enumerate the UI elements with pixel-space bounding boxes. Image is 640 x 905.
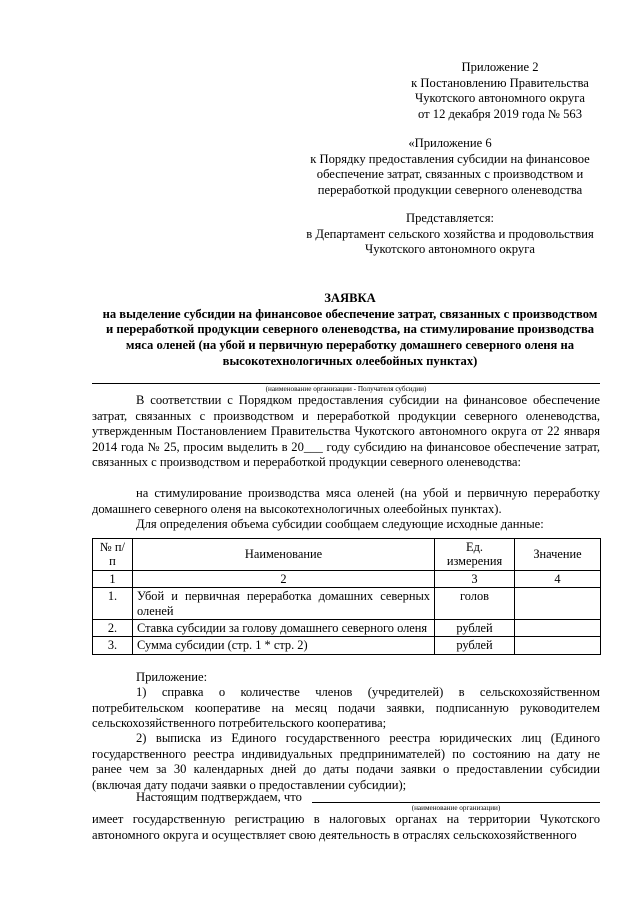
org-name-line[interactable] — [92, 383, 600, 384]
confirm-lead: Настоящим подтверждаем, что — [136, 790, 302, 804]
title-line: мяса оленей (на убой и первичную переработку домашнего северного оленя на — [125, 338, 575, 353]
attachments-heading: Приложение: — [136, 670, 208, 684]
body-paragraph — [92, 393, 600, 471]
row-name: Сумма субсидии (стр. 1 * стр. 2) — [133, 637, 435, 654]
appendix-block — [405, 60, 595, 122]
row-unit: рублей — [435, 637, 515, 654]
org-name-caption: (наименование организации - Получателя субсидии) — [265, 385, 427, 393]
confirm-org-line[interactable] — [312, 802, 600, 803]
submitted-line: в Департамент сельского хозяйства и продовольствия — [306, 226, 594, 241]
submitted-block — [300, 211, 600, 258]
row-num: 3. — [93, 637, 133, 654]
confirm-org-caption: (наименование организации) — [411, 804, 501, 812]
table-row — [93, 637, 601, 654]
confirm-text — [92, 812, 600, 843]
attachment-item-text: 1) справка о количестве членов (учредителей) в сельскохозяйственном потребительском кооперативе на месяц подачи заявки, подписанную руководителем сельскохозяйственного потребительского кооператива; — [92, 685, 600, 731]
row-unit: голов — [435, 588, 515, 620]
table-row — [93, 620, 601, 637]
row-name: Ставка субсидии за голову домашнего северного оленя — [133, 620, 435, 637]
title-heading: ЗАЯВКА — [324, 291, 376, 305]
procedure-line: «Приложение 6 — [408, 136, 492, 150]
header-value: Значение — [515, 539, 601, 571]
colnum-cell: 1 — [93, 570, 133, 587]
procedure-line: к Порядку предоставления субсидии на финансовое — [310, 151, 590, 166]
appendix-line: Чукотского автономного округа — [415, 91, 585, 106]
row-value[interactable] — [515, 588, 601, 620]
attachment-item-text: 2) выписка из Единого государственного реестра юридических лиц (Единого государственного реестра индивидуальных предпринимателей) по состоянию на дату не ранее чем за 30 календарных дней до даты подачи заявки о предоставлении субсидии (включая дату подачи заявки о предоставлении субсидии); — [92, 731, 600, 792]
title-line: высокотехнологичных олеебойных пунктах) — [222, 353, 478, 368]
body-paragraph-text: В соответствии с Порядком предоставления субсидии на финансовое обеспечение затрат, связанных с производством и переработкой продукции северного оленеводства, утвержденным Постановлением Правительства Чукотского автономного округа от 22 января 2014 года № 25, просим выделить в 20___ году субсидию на финансовое обеспечение затрат, связанных с производством и переработкой продукции северного оленеводства: — [92, 393, 600, 470]
colnum-cell: 2 — [133, 570, 435, 587]
body-paragraph-text: Для определения объема субсидии сообщаем следующие исходные данные: — [136, 517, 544, 531]
table-colnum-row — [93, 570, 601, 587]
row-num: 1. — [93, 588, 133, 620]
header-num: № п/п — [93, 539, 133, 571]
row-num: 2. — [93, 620, 133, 637]
body-paragraph-text: на стимулирование производства мяса оленей (на убой и первичную переработку домашнего северного оленя на высокотехнологичных олеебойных пунктах). — [92, 486, 600, 516]
body-paragraph — [92, 517, 600, 533]
title-line: и переработкой продукции северного оленеводства, на стимулирование производства — [105, 322, 595, 337]
row-value[interactable] — [515, 620, 601, 637]
appendix-line: к Постановлению Правительства — [411, 75, 589, 90]
procedure-block — [300, 136, 600, 198]
confirm-text-body: имеет государственную регистрацию в налоговых органах на территории Чукотского автономного округа и осуществляет свою деятельность в отраслях сельскохозяйственного — [92, 812, 600, 842]
row-name: Убой и первичная переработка домашних северных оленей — [133, 588, 435, 620]
submitted-line: Представляется: — [405, 211, 495, 225]
title-line: на выделение субсидии на финансовое обеспечение затрат, связанных с производством — [102, 306, 598, 321]
source-data-table — [92, 538, 601, 655]
application-title — [60, 291, 640, 370]
header-unit: Ед. измерения — [435, 539, 515, 571]
colnum-cell: 4 — [515, 570, 601, 587]
table-header-row — [93, 539, 601, 571]
procedure-line: переработкой продукции северного оленеводства — [317, 182, 583, 197]
body-paragraph — [92, 486, 600, 517]
submitted-line: Чукотского автономного округа — [365, 242, 535, 257]
appendix-line: Приложение 2 — [461, 60, 539, 74]
header-name: Наименование — [133, 539, 435, 571]
attachment-item — [92, 685, 600, 732]
procedure-line: обеспечение затрат, связанных с производством и — [316, 167, 584, 182]
table-row — [93, 588, 601, 620]
appendix-line: от 12 декабря 2019 года № 563 — [417, 106, 582, 121]
attachment-item — [92, 731, 600, 793]
colnum-cell: 3 — [435, 570, 515, 587]
row-value[interactable] — [515, 637, 601, 654]
row-unit: рублей — [435, 620, 515, 637]
